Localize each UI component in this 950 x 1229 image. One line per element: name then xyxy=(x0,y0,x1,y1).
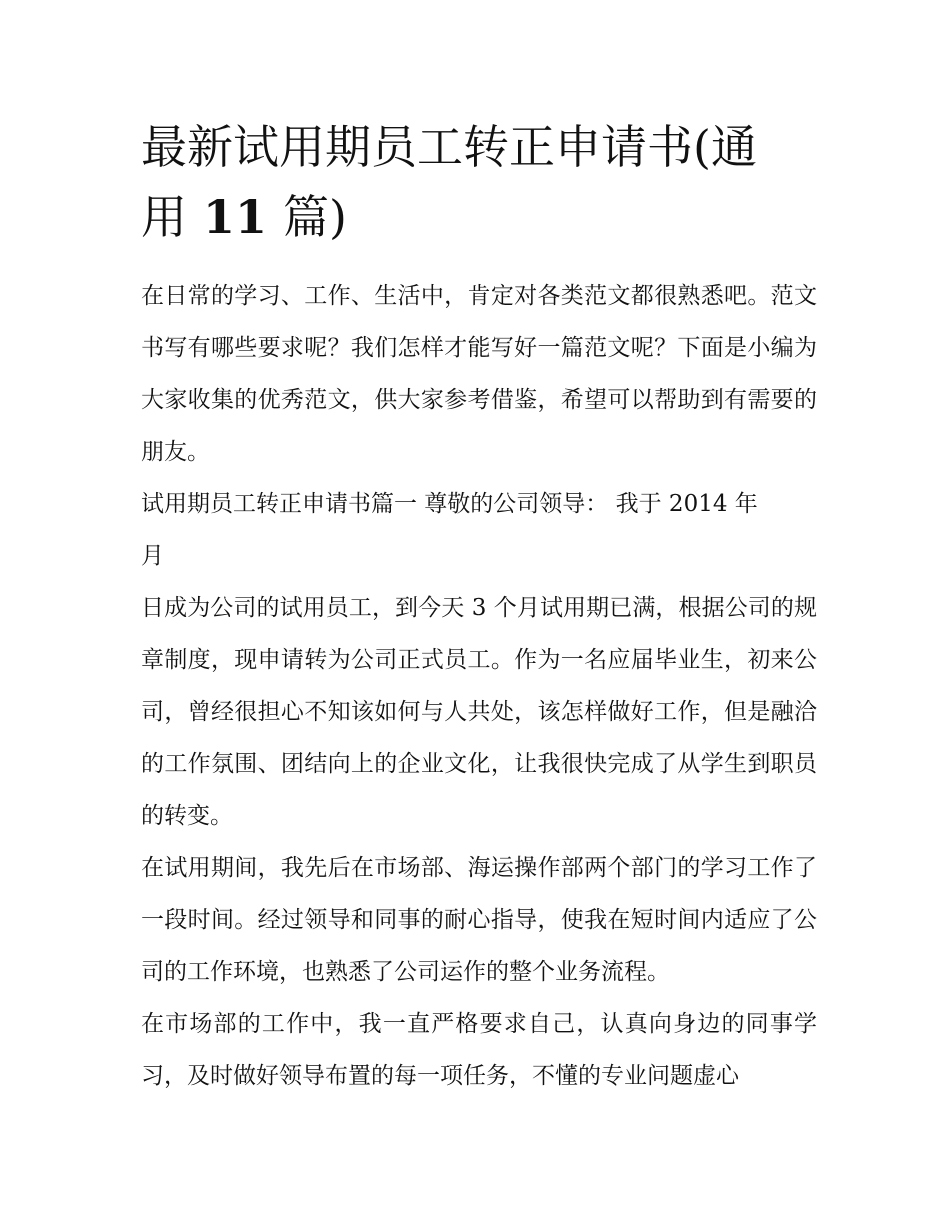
title-line-2-count: 11 xyxy=(187,190,284,244)
title-line-1: 最新试用期员工转正申请书(通 xyxy=(141,120,757,174)
document-title xyxy=(141,112,817,252)
paragraph-marketing: 在市场部的工作中，我一直严格要求自己，认真向身边的同事学习，及时做好领导布置的每一项任务，不懂的专业问题虚心 xyxy=(141,1011,817,1089)
paragraph-application: 日成为公司的试用员工，到今天 3 个月试用期已满，根据公司的规章制度，现申请转为公司正式员工。作为一名应届毕业生，初来公司，曾经很担心不知该如何与人共处，该怎样做好工作，但是融洽的工作氛围、团结向上的企业文化，让我很快完成了从学生到职员的转变。 xyxy=(141,595,817,829)
paragraph-trial-period: 在试用期间，我先后在市场部、海运操作部两个部门的学习工作了一段时间。经过领导和同事的耐心指导，使我在短时间内适应了公司的工作环境，也熟悉了公司运作的整个业务流程。 xyxy=(141,855,817,985)
document-body xyxy=(141,112,817,1102)
paragraph-intro: 在日常的学习、工作、生活中，肯定对各类范文都很熟悉吧。范文书写有哪些要求呢？我们怎样才能写好一篇范文呢？下面是小编为大家收集的优秀范文，供大家参考借鉴，希望可以帮助到有需要的朋友。 xyxy=(141,283,817,465)
title-line-2-prefix: 用 xyxy=(141,190,187,244)
paragraph-month: 月 xyxy=(141,543,164,569)
paragraph-list xyxy=(141,270,817,1102)
paragraph-salutation: 试用期员工转正申请书篇一 尊敬的公司领导： 我于 2014 年 xyxy=(141,491,758,517)
title-line-2-suffix: 篇) xyxy=(283,190,347,244)
